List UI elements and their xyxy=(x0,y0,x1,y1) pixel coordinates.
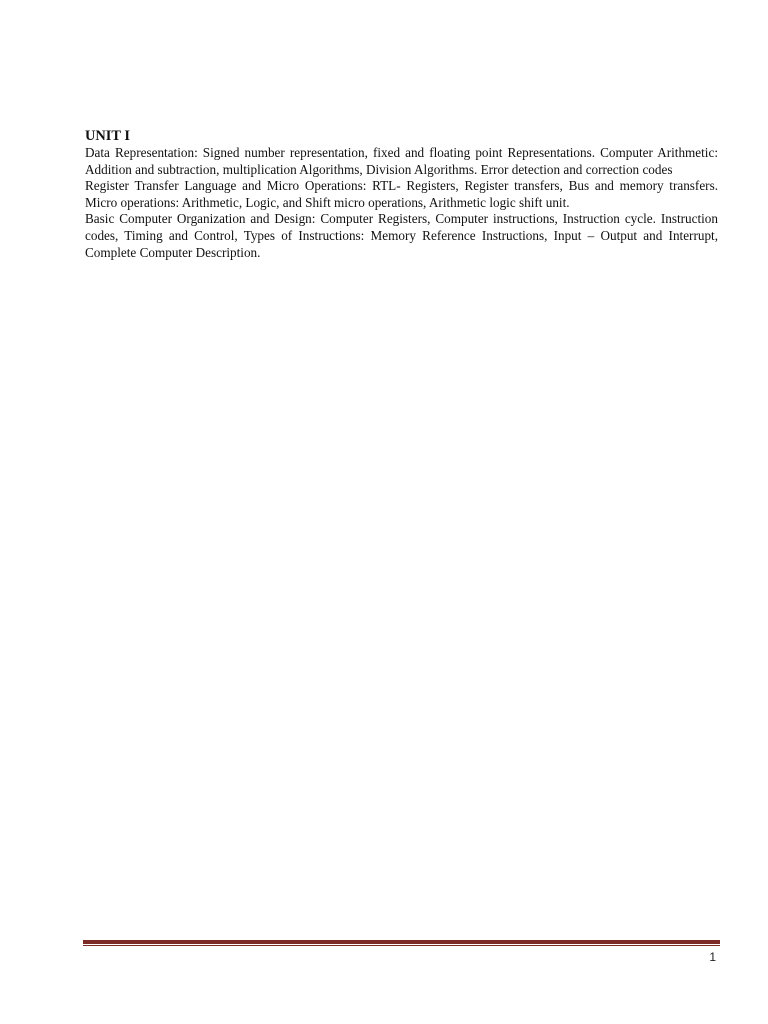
paragraph-register-transfer: Register Transfer Language and Micro Operations: RTL- Registers, Register transfers, Bus and memory transfers. Micro operations: Arithmetic, Logic, and Shift micro operations, Arithmetic logic shift unit. xyxy=(85,178,718,210)
footer-rule-thick xyxy=(83,940,720,944)
unit-heading: UNIT I xyxy=(85,128,130,144)
footer-rule-thin xyxy=(83,945,720,946)
paragraph-data-representation: Data Representation: Signed number representation, fixed and floating point Representations. Computer Arithmetic: Addition and subtraction, multiplication Algorithms, Division Algorithms. Error detection and correction codes xyxy=(85,145,718,177)
footer-rule xyxy=(83,940,720,946)
page-number: 1 xyxy=(709,950,716,964)
paragraph-basic-computer-organization: Basic Computer Organization and Design: Computer Registers, Computer instructions, Instruction cycle. Instruction codes, Timing and Control, Types of Instructions: Memory Reference Instructions, Input – Output and Interrupt, Complete Computer Description. xyxy=(85,211,718,260)
page-content xyxy=(85,128,718,261)
